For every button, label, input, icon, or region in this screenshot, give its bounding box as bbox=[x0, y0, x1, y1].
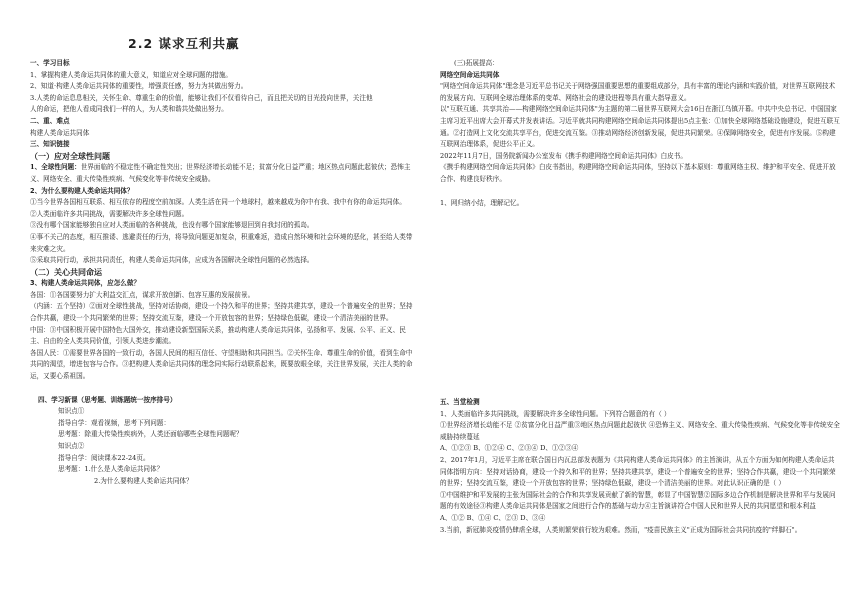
test-item-1: 1、人类面临许多共同挑战，需要解决许多全球性问题。下列符合题意的有（ ） bbox=[440, 409, 671, 418]
test-item-2-options: ①中国维护和平发展的主张为国际社会的合作和共享发展贡献了新的智慧，彰显了中国智慧②国际多边合作机制是解决世界和平与发展问题的有效途径③构建人类命运共同体是国家之间进行合作的基础与动力④主旨演讲符合中国人民和世界人民的共同愿望和根本利益 bbox=[440, 490, 836, 511]
section-2-heading: 二、重、难点 bbox=[30, 116, 70, 125]
test-item-2: 2、2017年1月，习近平主席在联合国日内瓦总部发表题为《共同构建人类命运共同体》的主旨演讲，从五个方面为如何构建人类命运共同体指明方向：坚持对话协商，建设一个持久和平的世界；坚持共建共享，建设一个普遍安全的世界；坚持合作共赢，建设一个共同繁荣的世界；坚持交流互鉴，建设一个开放包容的世界；坚持绿色低碳，建设一个清洁美丽的世界。对此认识正确的是（ ） bbox=[440, 455, 836, 488]
section-5-heading: 五、当堂检测 bbox=[440, 398, 480, 406]
goal-item-1: 1、掌握构建人类命运共同体的重大意义，知道应对全球问题的措施。 bbox=[30, 70, 233, 79]
extension-para-2: 以"互联互通、共享共治——构建网络空间命运共同体"为主题的第二届世界互联网大会16日在浙江乌镇开幕。中共中央总书记、中国国家主席习近平出席大会开幕式并发表讲话。习近平就共同构建网络空间命运共同体提出5点主张：①加快全球网络基础设施建设，促进互联互通。②打造网上文化交流共享平台，促进交流互鉴。③推动网络经济创新发展，促进共同繁荣。④保障网络安全，促进有序发展。⑤构建互联网治理体系，促进公平正义。 bbox=[440, 105, 840, 149]
review-label: 1、网归纳小结，理解记忆。 bbox=[440, 198, 524, 207]
part-2-heading: （二）关心共同命运 bbox=[30, 267, 102, 277]
q1-label: 1、全球性问题： bbox=[30, 163, 81, 172]
section-2-text: 构建人类命运共同体 bbox=[30, 128, 90, 137]
test-item-3: 3.当前，新冠肺炎疫情仍肆虐全球，人类则繁荣前行较为艰难。然而，"疫苗民族主义"正成为国际社会共同抗疫的"绊脚石"。 bbox=[440, 525, 802, 534]
left-column bbox=[30, 58, 418, 487]
section-4-heading: 四、学习新课（思考题、训练题统一按序排号） bbox=[38, 395, 177, 404]
extension-para-1: "网络空间命运共同体"理念是习近平总书记关于网络强国重要思想的重要组成部分，具有丰富的理论内涵和实践价值，对世界互联网技术的发展方向、互联网全球治理体系的变革、网络社会的建设进程等具有重大指导意义。 bbox=[440, 82, 836, 102]
section-1-heading: 一、学习目标 bbox=[30, 59, 70, 67]
s4-line-3: 思考题：除重大传染性疾病外，人类还面临哪些全球性问题呢？ bbox=[58, 430, 243, 439]
s4-line-2: 指导自学：观看视频，思考下列问题： bbox=[58, 418, 171, 427]
q3-item-4: 各国人民：①需要世界各国的一致行动，各国人民间的相互信任、守望相助和共同担当。②关怀生命、尊重生命的价值，看到生命中共同的渴望，增进包容与合作。③把构建人类命运共同体的理念同实际行动联系起来，既要放眼全球，关注世界发展，关注人类的命运，又要心系祖国。 bbox=[30, 348, 413, 381]
q2-item-2: ②人类面临许多共同挑战，需要解决许多全球性问题。 bbox=[30, 209, 189, 218]
test-section bbox=[440, 397, 840, 536]
goal-item-3-cont: 人的命运，把他人看成同我们一样的人，为人类和谐共处做出努力。 bbox=[30, 105, 228, 114]
test-item-1-choices: A、①②③ B、①②④ C、②③④ D、①②③④ bbox=[440, 444, 579, 453]
q2-item-1: ①当今世界各国相互联系、相互依存的程度空前加深。人类生活在同一个地球村，越来越成为你中有我、我中有你的命运共同体。 bbox=[30, 198, 406, 207]
q2-item-4: ④事不关己的态度，相互推诿、逃避责任的行为，将导致问题更加复杂，积重难返，造成自然环境和社会环境的恶化，甚至给人类带来灾难之灾。 bbox=[30, 232, 413, 253]
test-item-1-options: ①世界经济增长动能不足 ②贫富分化日益严重③地区热点问题此起彼伏 ④恐怖主义、网络安全、重大传染性疾病、气候变化等非传统安全威胁持续蔓延 bbox=[440, 421, 840, 441]
test-item-2-choices: A、①② B、①④ C、②③ D、③④ bbox=[440, 513, 546, 522]
s4-line-4: 知识点② bbox=[58, 442, 85, 450]
extension-para-4: 《携手构建网络空间命运共同体》白皮书指出，构建网络空间命运共同体，坚持以下基本原则：尊重网络主权、维护和平安全、促进开放合作、构建良好秩序。 bbox=[440, 163, 836, 183]
q3-item-3: 中国：③中国积极开展中国特色大国外交，推动建设新型国际关系，推动构建人类命运共同体，弘扬和平、发展、公平、正义、民主、自由的全人类共同价值，引领人类进步潮流。 bbox=[30, 325, 406, 346]
extension-label: (三)拓展提高： bbox=[454, 59, 499, 67]
q3-heading: 3、构建人类命运共同体，应怎么做？ bbox=[30, 279, 141, 288]
q3-item-1: 各国：①各国要努力扩大利益交汇点，谋求开放创新、包容互惠的发展前景。 bbox=[30, 290, 255, 299]
extension-para-3: 2022年11月7日，国务院新闻办公室发布《携手构建网络空间命运共同体》白皮书。 bbox=[440, 151, 687, 160]
q1-text: 世界面临的不稳定性不确定性突出；世界经济增长动能不足；贫富分化日益严重；地区热点问题此起彼伏；恐怖主义、网络安全、重大传染性疾病、气候变化等非传统安全威胁。 bbox=[30, 163, 411, 183]
q1-paragraph bbox=[30, 162, 418, 185]
q2-item-3: ③没有哪个国家能够独自应对人类面临的各种挑战，也没有哪个国家能够退回到自我封闭的孤岛。 bbox=[30, 221, 314, 230]
q3-item-2: （内涵：五个坚持）②面对全球性挑战，坚持对话协商，建设一个持久和平的世界；坚持共建共享，建设一个普遍安全的世界；坚持合作共赢，建设一个共同繁荣的世界；坚持交流互鉴，建设一个开放包容的世界；坚持绿色低碳，建设一个清洁美丽的世界。 bbox=[30, 302, 413, 323]
page-title: 2.2 谋求互利共赢 bbox=[128, 36, 240, 51]
right-column bbox=[440, 58, 840, 209]
section-3-heading: 三、知识链接 bbox=[30, 140, 70, 149]
s4-line-6: 思考题：1.什么是人类命运共同体？ bbox=[58, 465, 164, 474]
goal-item-3: 3.人类的命运息息相关，关怀生命、尊重生命的价值，能够让我们不仅看待自己，而且把关切的目光投向世界，关注他 bbox=[30, 93, 373, 102]
q2-heading: 2、为什么要构建人类命运共同体？ bbox=[30, 186, 134, 195]
s4-line-5: 指导自学：阅读课本22-24页。 bbox=[58, 453, 150, 462]
q2-item-5: ⑤采取共同行动，承担共同责任，构建人类命运共同体，应成为各国解决全球性问题的必然选择。 bbox=[30, 256, 314, 265]
s4-line-1: 知识点① bbox=[58, 407, 85, 416]
s4-line-7: 2.为什么要构建人类命运共同体？ bbox=[94, 476, 193, 485]
extension-title: 网络空间命运共同体 bbox=[440, 70, 500, 79]
part-1-heading: （一）应对全球性问题 bbox=[30, 151, 110, 161]
goal-item-2: 2、知道·构建人类命运共同体的重要性，增强责任感，努力为其做出努力。 bbox=[30, 82, 248, 91]
